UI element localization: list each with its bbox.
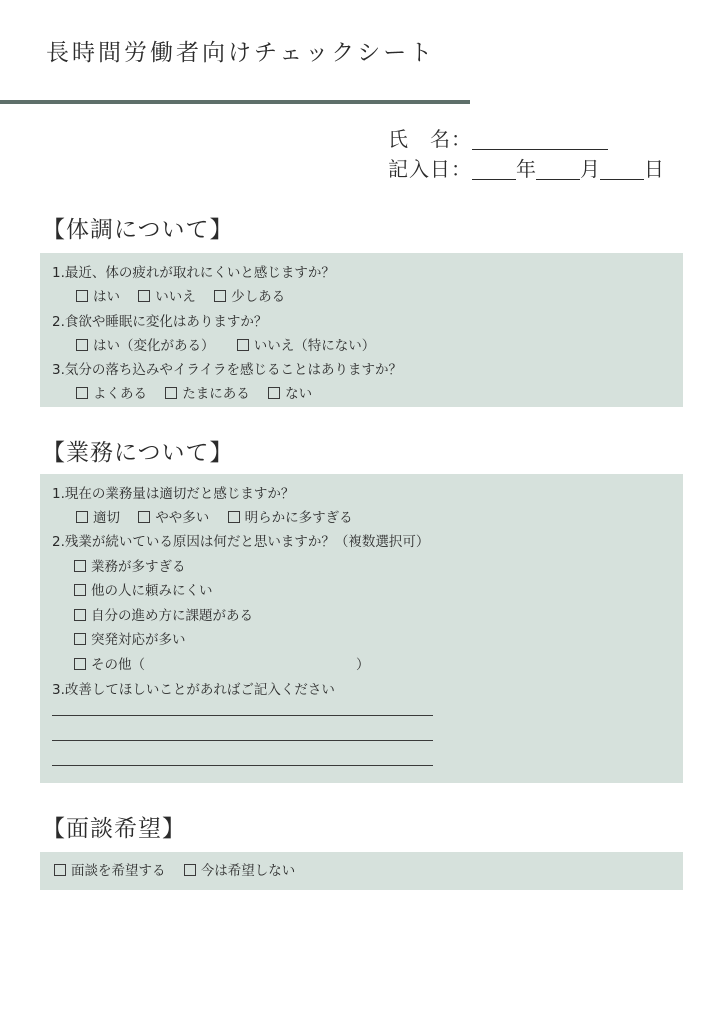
option-checkbox[interactable] — [76, 334, 215, 354]
checkbox-icon — [76, 511, 88, 523]
checkbox-icon — [138, 511, 150, 523]
checkbox-icon — [76, 290, 88, 302]
option-label: いいえ（特にない） — [253, 338, 376, 354]
year-label: 年 — [516, 157, 536, 181]
name-label: 氏 名： — [388, 127, 472, 151]
checkbox-icon — [74, 633, 86, 645]
checkbox-icon — [214, 290, 226, 302]
checkbox-icon — [76, 339, 88, 351]
option-checkbox[interactable] — [74, 579, 213, 599]
month-label: 月 — [580, 157, 600, 181]
day-label: 日 — [644, 157, 664, 181]
option-label: 適切 — [93, 510, 120, 526]
title-underline — [0, 100, 470, 104]
option-checkbox[interactable] — [74, 604, 253, 624]
name-row — [388, 124, 664, 154]
year-field[interactable] — [472, 159, 516, 180]
checkbox-icon — [184, 864, 196, 876]
section-heading-work: 【業務について】 — [42, 440, 234, 466]
answer-line[interactable] — [52, 715, 433, 716]
option-label: その他（ — [91, 657, 145, 673]
checkbox-icon — [74, 584, 86, 596]
checkbox-icon — [138, 290, 150, 302]
option-label: 面談を希望する — [71, 863, 166, 879]
option-label: やや多い — [155, 510, 210, 526]
option-label: 少しある — [231, 289, 286, 305]
answer-line[interactable] — [52, 740, 433, 741]
checkbox-icon — [165, 387, 177, 399]
option-label: 明らかに多すぎる — [244, 510, 353, 526]
checkbox-icon — [228, 511, 240, 523]
option-label: はい — [93, 289, 120, 305]
option-checkbox[interactable] — [165, 382, 250, 402]
checkbox-icon — [74, 658, 86, 670]
option-checkbox[interactable] — [74, 628, 186, 648]
checkbox-icon — [237, 339, 249, 351]
section-heading-health: 【体調について】 — [42, 217, 234, 243]
checkbox-icon — [74, 609, 86, 621]
option-checkbox[interactable] — [214, 285, 285, 305]
option-label: たまにある — [182, 386, 250, 402]
month-field[interactable] — [536, 159, 580, 180]
option-checkbox[interactable] — [54, 859, 166, 879]
question-health-3: 3.気分の落ち込みやイライラを感じることはありますか？ — [52, 362, 402, 378]
question-work-3: 3.改善してほしいことがあればご記入ください — [52, 682, 335, 698]
option-label: ない — [285, 386, 313, 402]
options-work-1 — [76, 506, 353, 526]
meta-block — [388, 124, 664, 184]
option-checkbox[interactable] — [76, 285, 120, 305]
date-row — [388, 154, 664, 184]
option-checkbox[interactable] — [228, 506, 353, 526]
option-checkbox[interactable] — [138, 285, 196, 305]
option-checkbox[interactable] — [268, 382, 312, 402]
interview-panel — [40, 852, 683, 890]
option-label: はい（変化がある） — [93, 338, 215, 354]
option-label: 今は希望しない — [200, 863, 296, 879]
option-checkbox-other[interactable] — [74, 653, 145, 673]
checkbox-icon — [76, 387, 88, 399]
checkbox-icon — [54, 864, 66, 876]
option-label: いいえ — [155, 289, 196, 305]
option-checkbox[interactable] — [184, 859, 296, 879]
section-heading-interview: 【面談希望】 — [42, 816, 186, 842]
checkbox-icon — [74, 560, 86, 572]
option-label: よくある — [93, 386, 147, 402]
question-health-1: 1.最近、体の疲れが取れにくいと感じますか？ — [52, 265, 335, 281]
options-health-1 — [76, 285, 285, 305]
options-health-3 — [76, 382, 312, 402]
other-close-paren: ） — [356, 657, 370, 673]
page-title: 長時間労働者向けチェックシート — [46, 40, 436, 66]
options-health-2 — [76, 334, 375, 354]
option-label: 他の人に頼みにくい — [91, 583, 213, 599]
question-work-2: 2.残業が続いている原因は何だと思いますか？（複数選択可） — [52, 534, 430, 550]
option-label: 突発対応が多い — [91, 632, 186, 648]
answer-line[interactable] — [52, 765, 433, 766]
option-checkbox[interactable] — [237, 334, 376, 354]
option-checkbox[interactable] — [74, 555, 186, 575]
health-panel — [40, 253, 683, 407]
option-checkbox[interactable] — [76, 382, 147, 402]
date-label: 記入日： — [388, 157, 472, 181]
question-health-2: 2.食欲や睡眠に変化はありますか？ — [52, 314, 268, 330]
name-field[interactable] — [472, 129, 608, 150]
option-checkbox[interactable] — [138, 506, 209, 526]
option-label: 自分の進め方に課題がある — [91, 608, 253, 624]
option-checkbox[interactable] — [76, 506, 120, 526]
day-field[interactable] — [600, 159, 644, 180]
options-interview — [54, 859, 295, 879]
checkbox-icon — [268, 387, 280, 399]
work-panel — [40, 474, 683, 783]
question-work-1: 1.現在の業務量は適切だと感じますか？ — [52, 486, 295, 502]
option-label: 業務が多すぎる — [91, 559, 186, 575]
